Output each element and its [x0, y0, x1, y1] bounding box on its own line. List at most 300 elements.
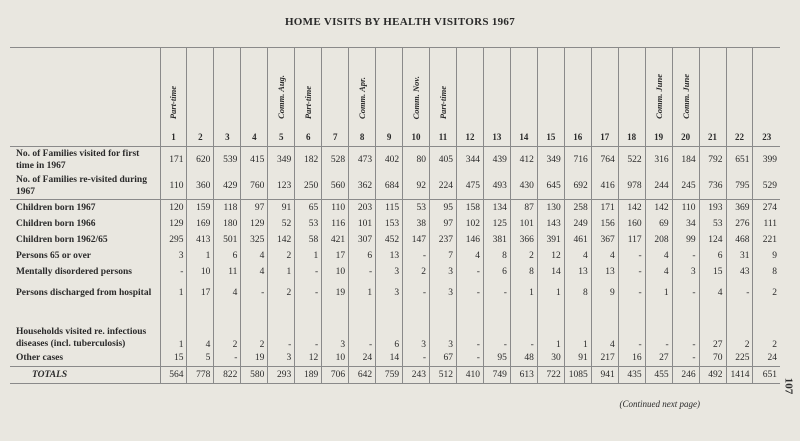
table-cell: 10: [187, 264, 214, 280]
column-number: 2: [198, 132, 203, 142]
table-cell: 142: [618, 200, 645, 217]
table-cell: 249: [564, 216, 591, 232]
table-cell: 184: [672, 147, 699, 174]
column-header: [187, 48, 214, 147]
column-number: 16: [573, 132, 583, 142]
table-cell: 539: [214, 147, 241, 174]
table-cell: 6: [483, 264, 510, 280]
table-cell: 91: [268, 200, 295, 217]
table-cell: -: [214, 350, 241, 367]
home-visits-table: [10, 47, 780, 384]
column-header: [322, 48, 349, 147]
table-cell: 367: [591, 232, 618, 248]
table-cell: 158: [456, 200, 483, 217]
column-number: 21: [708, 132, 718, 142]
table-cell: 118: [214, 200, 241, 217]
table-cell: 143: [537, 216, 564, 232]
column-header: [483, 48, 510, 147]
table-cell: 97: [241, 200, 268, 217]
totals-cell: 246: [672, 367, 699, 384]
table-row: [10, 200, 780, 217]
table-cell: 1: [268, 264, 295, 280]
column-number: 8: [359, 132, 365, 142]
table-cell: 4: [564, 248, 591, 264]
table-cell: 3: [430, 264, 457, 280]
table-cell: -: [618, 306, 645, 350]
table-cell: 129: [160, 216, 187, 232]
totals-cell: 1414: [726, 367, 753, 384]
table-cell: 522: [618, 147, 645, 174]
table-cell: 13: [376, 248, 403, 264]
column-header: [726, 48, 753, 147]
table-cell: 16: [618, 350, 645, 367]
column-number: 9: [386, 132, 392, 142]
table-cell: 80: [403, 147, 430, 174]
table-cell: 2: [403, 264, 430, 280]
totals-label: TOTALS: [10, 367, 160, 384]
table-cell: 159: [187, 200, 214, 217]
row-label: Persons 65 or over: [16, 251, 92, 261]
table-cell: -: [483, 280, 510, 306]
table-row: [10, 350, 780, 367]
table-cell: 2: [268, 248, 295, 264]
table-cell: 475: [456, 173, 483, 200]
column-number: 23: [762, 132, 772, 142]
column-header: [699, 48, 726, 147]
table-cell: 461: [564, 232, 591, 248]
table-cell: 8: [483, 248, 510, 264]
table-cell: -: [403, 350, 430, 367]
column-number: 4: [252, 132, 257, 142]
table-cell: 67: [430, 350, 457, 367]
table-cell: 651: [726, 147, 753, 174]
table-cell: 171: [591, 200, 618, 217]
totals-cell: 941: [591, 367, 618, 384]
table-cell: 3: [322, 306, 349, 350]
table-cell: 325: [241, 232, 268, 248]
table-cell: 95: [430, 200, 457, 217]
table-cell: 412: [510, 147, 537, 174]
table-cell: 493: [483, 173, 510, 200]
table-cell: 1: [645, 280, 672, 306]
table-cell: 180: [214, 216, 241, 232]
table-cell: -: [618, 264, 645, 280]
table-cell: -: [295, 306, 322, 350]
table-cell: 217: [591, 350, 618, 367]
column-note: Part-time: [438, 85, 448, 119]
table-cell: 208: [645, 232, 672, 248]
table-cell: 27: [645, 350, 672, 367]
table-cell: 4: [645, 248, 672, 264]
table-cell: 3: [160, 248, 187, 264]
table-cell: 91: [564, 350, 591, 367]
table-cell: 27: [699, 306, 726, 350]
column-number: 17: [600, 132, 610, 142]
table-cell: 399: [753, 147, 780, 174]
table-cell: 53: [295, 216, 322, 232]
table-cell: 225: [726, 350, 753, 367]
table-cell: 124: [699, 232, 726, 248]
totals-cell: 1085: [564, 367, 591, 384]
table-cell: 2: [510, 248, 537, 264]
table-cell: 12: [295, 350, 322, 367]
table-cell: 120: [160, 200, 187, 217]
table-cell: 1: [510, 280, 537, 306]
table-cell: 344: [456, 147, 483, 174]
table-cell: 3: [403, 306, 430, 350]
table-cell: 203: [349, 200, 376, 217]
table-cell: 2: [753, 280, 780, 306]
column-header: [645, 48, 672, 147]
table-row: [10, 280, 780, 306]
table-cell: -: [672, 280, 699, 306]
table-cell: 2: [753, 306, 780, 350]
totals-cell: 410: [456, 367, 483, 384]
table-cell: -: [403, 280, 430, 306]
table-cell: 421: [322, 232, 349, 248]
table-cell: 366: [510, 232, 537, 248]
table-cell: 645: [537, 173, 564, 200]
table-cell: 250: [295, 173, 322, 200]
column-note: Part-time: [303, 85, 314, 119]
table-cell: 171: [160, 147, 187, 174]
table-cell: 405: [430, 147, 457, 174]
table-cell: 1: [537, 280, 564, 306]
table-cell: 2: [268, 280, 295, 306]
table-cell: 129: [241, 216, 268, 232]
table-cell: 14: [537, 264, 564, 280]
column-header: [456, 48, 483, 147]
column-header: [349, 48, 376, 147]
table-title: HOME VISITS BY HEALTH VISITORS 1967: [284, 16, 516, 28]
table-cell: 58: [295, 232, 322, 248]
totals-cell: 722: [537, 367, 564, 384]
table-cell: -: [241, 280, 268, 306]
table-cell: 53: [699, 216, 726, 232]
table-cell: 4: [241, 248, 268, 264]
table-cell: 142: [268, 232, 295, 248]
row-label: No. of Families re-visited during 1967: [10, 173, 160, 200]
table-cell: 146: [456, 232, 483, 248]
table-cell: 110: [160, 173, 187, 200]
table-cell: 11: [214, 264, 241, 280]
table-cell: 34: [672, 216, 699, 232]
table-cell: -: [672, 248, 699, 264]
table-cell: 4: [456, 248, 483, 264]
column-number: 14: [519, 132, 529, 142]
table-cell: 349: [268, 147, 295, 174]
table-cell: 8: [564, 280, 591, 306]
totals-cell: 564: [160, 367, 187, 384]
table-cell: 4: [591, 306, 618, 350]
table-cell: 501: [214, 232, 241, 248]
table-cell: -: [672, 306, 699, 350]
table-cell: 48: [510, 350, 537, 367]
column-header: [753, 48, 780, 147]
table-cell: 15: [160, 350, 187, 367]
table-cell: 307: [349, 232, 376, 248]
column-note: Comm. June: [653, 74, 664, 119]
table-cell: 6: [376, 306, 403, 350]
table-cell: 3: [672, 264, 699, 280]
table-cell: 528: [322, 147, 349, 174]
table-cell: 193: [699, 200, 726, 217]
table-cell: 24: [753, 350, 780, 367]
table-cell: 244: [645, 173, 672, 200]
table-cell: 276: [726, 216, 753, 232]
table-cell: 95: [483, 350, 510, 367]
table-cell: 31: [726, 248, 753, 264]
table-row: [10, 216, 780, 232]
table-row: [10, 264, 780, 280]
column-number: 20: [681, 132, 691, 142]
table-cell: 182: [295, 147, 322, 174]
table-cell: 3: [430, 306, 457, 350]
row-label: Children born 1967: [16, 203, 96, 213]
table-cell: 115: [376, 200, 403, 217]
totals-cell: 822: [214, 367, 241, 384]
table-row: [10, 306, 780, 350]
table-cell: 3: [430, 280, 457, 306]
table-cell: 10: [322, 264, 349, 280]
table-cell: 245: [672, 173, 699, 200]
totals-cell: 455: [645, 367, 672, 384]
table-cell: 12: [537, 248, 564, 264]
table-cell: 429: [214, 173, 241, 200]
table-cell: 147: [403, 232, 430, 248]
table-cell: 4: [699, 280, 726, 306]
table-cell: -: [403, 248, 430, 264]
table-cell: 439: [483, 147, 510, 174]
totals-cell: 749: [483, 367, 510, 384]
column-header: [295, 48, 322, 147]
table-cell: -: [160, 264, 187, 280]
column-number: 3: [225, 132, 230, 142]
table-cell: 792: [699, 147, 726, 174]
table-cell: 6: [214, 248, 241, 264]
row-label: Children born 1962/65: [16, 235, 108, 245]
column-header: [268, 48, 295, 147]
table-cell: 111: [753, 216, 780, 232]
table-cell: -: [456, 264, 483, 280]
table-cell: 52: [268, 216, 295, 232]
table-cell: 30: [537, 350, 564, 367]
table-cell: 4: [214, 280, 241, 306]
totals-cell: 293: [268, 367, 295, 384]
table-cell: 760: [241, 173, 268, 200]
table-cell: -: [456, 306, 483, 350]
totals-cell: 759: [376, 367, 403, 384]
table-cell: 3: [376, 280, 403, 306]
table-cell: 70: [699, 350, 726, 367]
table-cell: 402: [376, 147, 403, 174]
table-cell: 736: [699, 173, 726, 200]
table-cell: 5: [187, 350, 214, 367]
table-cell: -: [456, 350, 483, 367]
table-cell: 795: [726, 173, 753, 200]
table-cell: 560: [322, 173, 349, 200]
table-cell: 43: [726, 264, 753, 280]
table-cell: -: [618, 280, 645, 306]
table-cell: 3: [376, 264, 403, 280]
header-row: [10, 48, 780, 147]
table-cell: 6: [699, 248, 726, 264]
table-cell: 101: [349, 216, 376, 232]
table-row: [10, 248, 780, 264]
column-header: [564, 48, 591, 147]
column-number: 10: [411, 132, 421, 142]
table-cell: 6: [349, 248, 376, 264]
column-number: 19: [654, 132, 664, 142]
column-note: Comm. June: [680, 74, 691, 119]
table-row: [10, 173, 780, 200]
row-label: Children born 1966: [16, 219, 96, 229]
totals-cell: 613: [510, 367, 537, 384]
table-cell: -: [726, 280, 753, 306]
table-cell: 14: [376, 350, 403, 367]
table-cell: 110: [672, 200, 699, 217]
table-cell: 10: [322, 350, 349, 367]
table-cell: 169: [187, 216, 214, 232]
table-cell: 19: [322, 280, 349, 306]
table-cell: 17: [187, 280, 214, 306]
table-cell: 4: [645, 264, 672, 280]
table-cell: 369: [726, 200, 753, 217]
table-cell: 13: [591, 264, 618, 280]
table-cell: 117: [618, 232, 645, 248]
table-cell: 142: [645, 200, 672, 217]
column-header: [618, 48, 645, 147]
table-cell: 764: [591, 147, 618, 174]
table-cell: -: [349, 264, 376, 280]
table-cell: 4: [591, 248, 618, 264]
table-cell: 620: [187, 147, 214, 174]
table-cell: 19: [241, 350, 268, 367]
table-cell: -: [645, 306, 672, 350]
column-note: Part-time: [168, 85, 179, 119]
table-cell: 156: [591, 216, 618, 232]
column-header: [672, 48, 699, 147]
totals-row: [10, 367, 780, 384]
table-cell: 102: [456, 216, 483, 232]
table-cell: 92: [403, 173, 430, 200]
table-cell: -: [456, 280, 483, 306]
table-cell: 4: [187, 306, 214, 350]
table-cell: 316: [645, 147, 672, 174]
column-number: 22: [734, 132, 744, 142]
column-header: [376, 48, 403, 147]
table-cell: 2: [241, 306, 268, 350]
row-label: No. of Families visited for first time in 1967: [16, 149, 140, 171]
column-number: 13: [492, 132, 502, 142]
table-cell: 1: [160, 280, 187, 306]
table-cell: 237: [430, 232, 457, 248]
table-cell: 416: [591, 173, 618, 200]
table-cell: -: [349, 306, 376, 350]
table-cell: 101: [510, 216, 537, 232]
table-cell: 17: [322, 248, 349, 264]
totals-cell: 512: [430, 367, 457, 384]
table-cell: 7: [430, 248, 457, 264]
table-cell: 97: [430, 216, 457, 232]
table-cell: 978: [618, 173, 645, 200]
table-cell: -: [618, 248, 645, 264]
header-corner: [10, 48, 160, 147]
table-cell: 8: [753, 264, 780, 280]
column-number: 18: [627, 132, 637, 142]
column-number: 15: [546, 132, 556, 142]
column-note: Comm. Apr.: [357, 77, 368, 119]
column-header: [510, 48, 537, 147]
table-cell: 381: [483, 232, 510, 248]
table-cell: 362: [349, 173, 376, 200]
column-header: [591, 48, 618, 147]
table-cell: 9: [591, 280, 618, 306]
totals-cell: 706: [322, 367, 349, 384]
table-cell: 8: [510, 264, 537, 280]
table-cell: 4: [241, 264, 268, 280]
table-cell: 1: [187, 248, 214, 264]
table-cell: -: [672, 350, 699, 367]
table-row: [10, 232, 780, 248]
table-cell: -: [295, 280, 322, 306]
table-cell: 684: [376, 173, 403, 200]
table-cell: 274: [753, 200, 780, 217]
column-header: [160, 48, 187, 147]
table-cell: 452: [376, 232, 403, 248]
table-cell: 430: [510, 173, 537, 200]
table-cell: 413: [187, 232, 214, 248]
table-cell: 24: [349, 350, 376, 367]
table-cell: 15: [699, 264, 726, 280]
table-cell: 1: [295, 248, 322, 264]
table-cell: 468: [726, 232, 753, 248]
table-cell: 130: [537, 200, 564, 217]
table-cell: 153: [376, 216, 403, 232]
table-cell: 134: [483, 200, 510, 217]
table-cell: 1: [160, 306, 187, 350]
column-number: 12: [465, 132, 475, 142]
page-number: 107: [781, 377, 794, 395]
table-cell: 13: [564, 264, 591, 280]
table-cell: -: [295, 264, 322, 280]
column-note: Comm. Nov.: [411, 75, 422, 119]
table-cell: 110: [322, 200, 349, 217]
table-cell: 123: [268, 173, 295, 200]
column-number: 11: [438, 132, 448, 142]
table-cell: 87: [510, 200, 537, 217]
column-number: 1: [171, 132, 176, 142]
totals-cell: 492: [699, 367, 726, 384]
column-header: [537, 48, 564, 147]
table-cell: -: [483, 306, 510, 350]
row-label: Households visited re. infectious diseases (incl. tuberculosis): [16, 327, 147, 349]
table-cell: 1: [537, 306, 564, 350]
column-note: Comm. Aug.: [276, 75, 287, 119]
table-cell: 415: [241, 147, 268, 174]
table-cell: 2: [214, 306, 241, 350]
column-number: 6: [305, 132, 311, 142]
row-label: Persons discharged from hospital: [16, 288, 152, 298]
totals-cell: 580: [241, 367, 268, 384]
totals-cell: 435: [618, 367, 645, 384]
column-number: 7: [332, 132, 338, 142]
totals-cell: 642: [349, 367, 376, 384]
table-cell: -: [510, 306, 537, 350]
data-table: [10, 47, 780, 384]
table-cell: 65: [295, 200, 322, 217]
column-header: [214, 48, 241, 147]
